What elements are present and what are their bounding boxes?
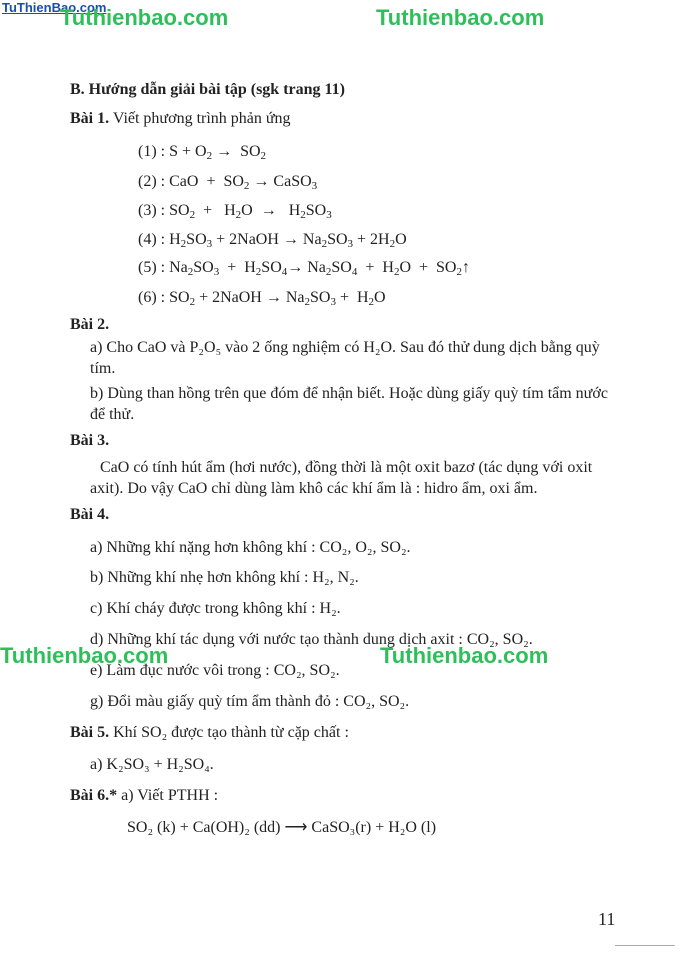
footer-rule [615,945,675,946]
bai6-equation: SO₂ (k) + Ca(OH)₂ (dd) ⟶ CaSO₃(r) + H₂O (l) [127,819,437,836]
bai1-label: Bài 1. [70,110,110,127]
bai4-item-b: b) Những khí nhẹ hơn không khí : H₂, N₂. [90,569,359,586]
equation-1: (1) : $S + O_2 \to SO_2$ [138,143,267,162]
equation-6: (6) : $SO_2$ + 2NaOH → $Na_2SO_3 + H_2O$ [138,289,386,308]
page-number: 11 [598,909,616,929]
equation-3: (3) : $SO_2 + H_2O \to H_2SO_3$ [138,202,332,221]
watermark-mid-right: Tuthienbao.com [380,643,549,668]
equation-5: (5) : $Na_2SO_3 + H_2SO_4\to Na_2SO_4 + H_2O$ + $SO_2↑$ [138,259,470,278]
bai5-line [70,723,349,743]
bai2-a: a) Cho CaO và P₂O₅ vào 2 ống nghiệm có H₂O. Sau đó thử dung dịch bằng quỳ tím. [90,339,600,377]
bai4-item-d: d) Những khí tác dụng với nước tạo thành dung dịch axit : CO₂, SO₂. [90,631,533,648]
bai5-label: Bài 5. [70,724,110,741]
bai3-label: Bài 3. [70,432,110,449]
bai5-a: a) K₂SO₃ + H₂SO₄. [90,756,214,773]
bai4-item-a: a) Những khí nặng hơn không khí : CO₂, O₂, SO₂. [90,539,411,556]
bai2-b: b) Dùng than hồng trên que đóm để nhận biết. Hoặc dùng giấy quỳ tím tẩm nước để thử. [90,385,608,423]
bai6-text: a) Viết PTHH : [121,787,219,804]
bai4-item-c: c) Khí cháy được trong không khí : H₂. [90,600,341,617]
equation-4: (4) : $H_2SO_3$ + 2NaOH → $Na_2SO_3 + 2H_2O$ [138,231,407,250]
bai3-text: CaO có tính hút ẩm (hơi nước), đồng thời là một oxit bazơ (tác dụng với oxit axit). Do vậy CaO chỉ dùng làm khô các khí ẩm là : hidro ẩm, oxi ẩm. [90,459,593,497]
bai5-text: Khí SO₂ được tạo thành từ cặp chất : [113,724,349,741]
bai4-label: Bài 4. [70,506,110,523]
bai1-intro: Viết phương trình phản ứng [112,110,291,127]
bai2-label: Bài 2. [70,316,110,333]
watermark-top-right: Tuthienbao.com [376,5,545,30]
watermark-mid-left: Tuthienbao.com [0,643,169,668]
bai6-label: Bài 6.* [70,787,118,804]
equation-2: (2) : CaO + $SO_2$ → CaSO$_3$ [138,173,318,192]
section-heading: B. Hướng dẫn giải bài tập (sgk trang 11) [70,81,345,98]
watermark-top-left: Tuthienbao.com [60,5,229,30]
bai1-line [70,109,291,129]
bai4-item-g: g) Đổi màu giấy quỳ tím ẩm thành đỏ : CO₂, SO₂. [90,693,410,710]
bai6-line [70,786,218,806]
bai4-item-e: e) Làm đục nước vôi trong : CO₂, SO₂. [90,662,340,679]
watermark-small[interactable]: TuThienBao.com [2,0,107,15]
